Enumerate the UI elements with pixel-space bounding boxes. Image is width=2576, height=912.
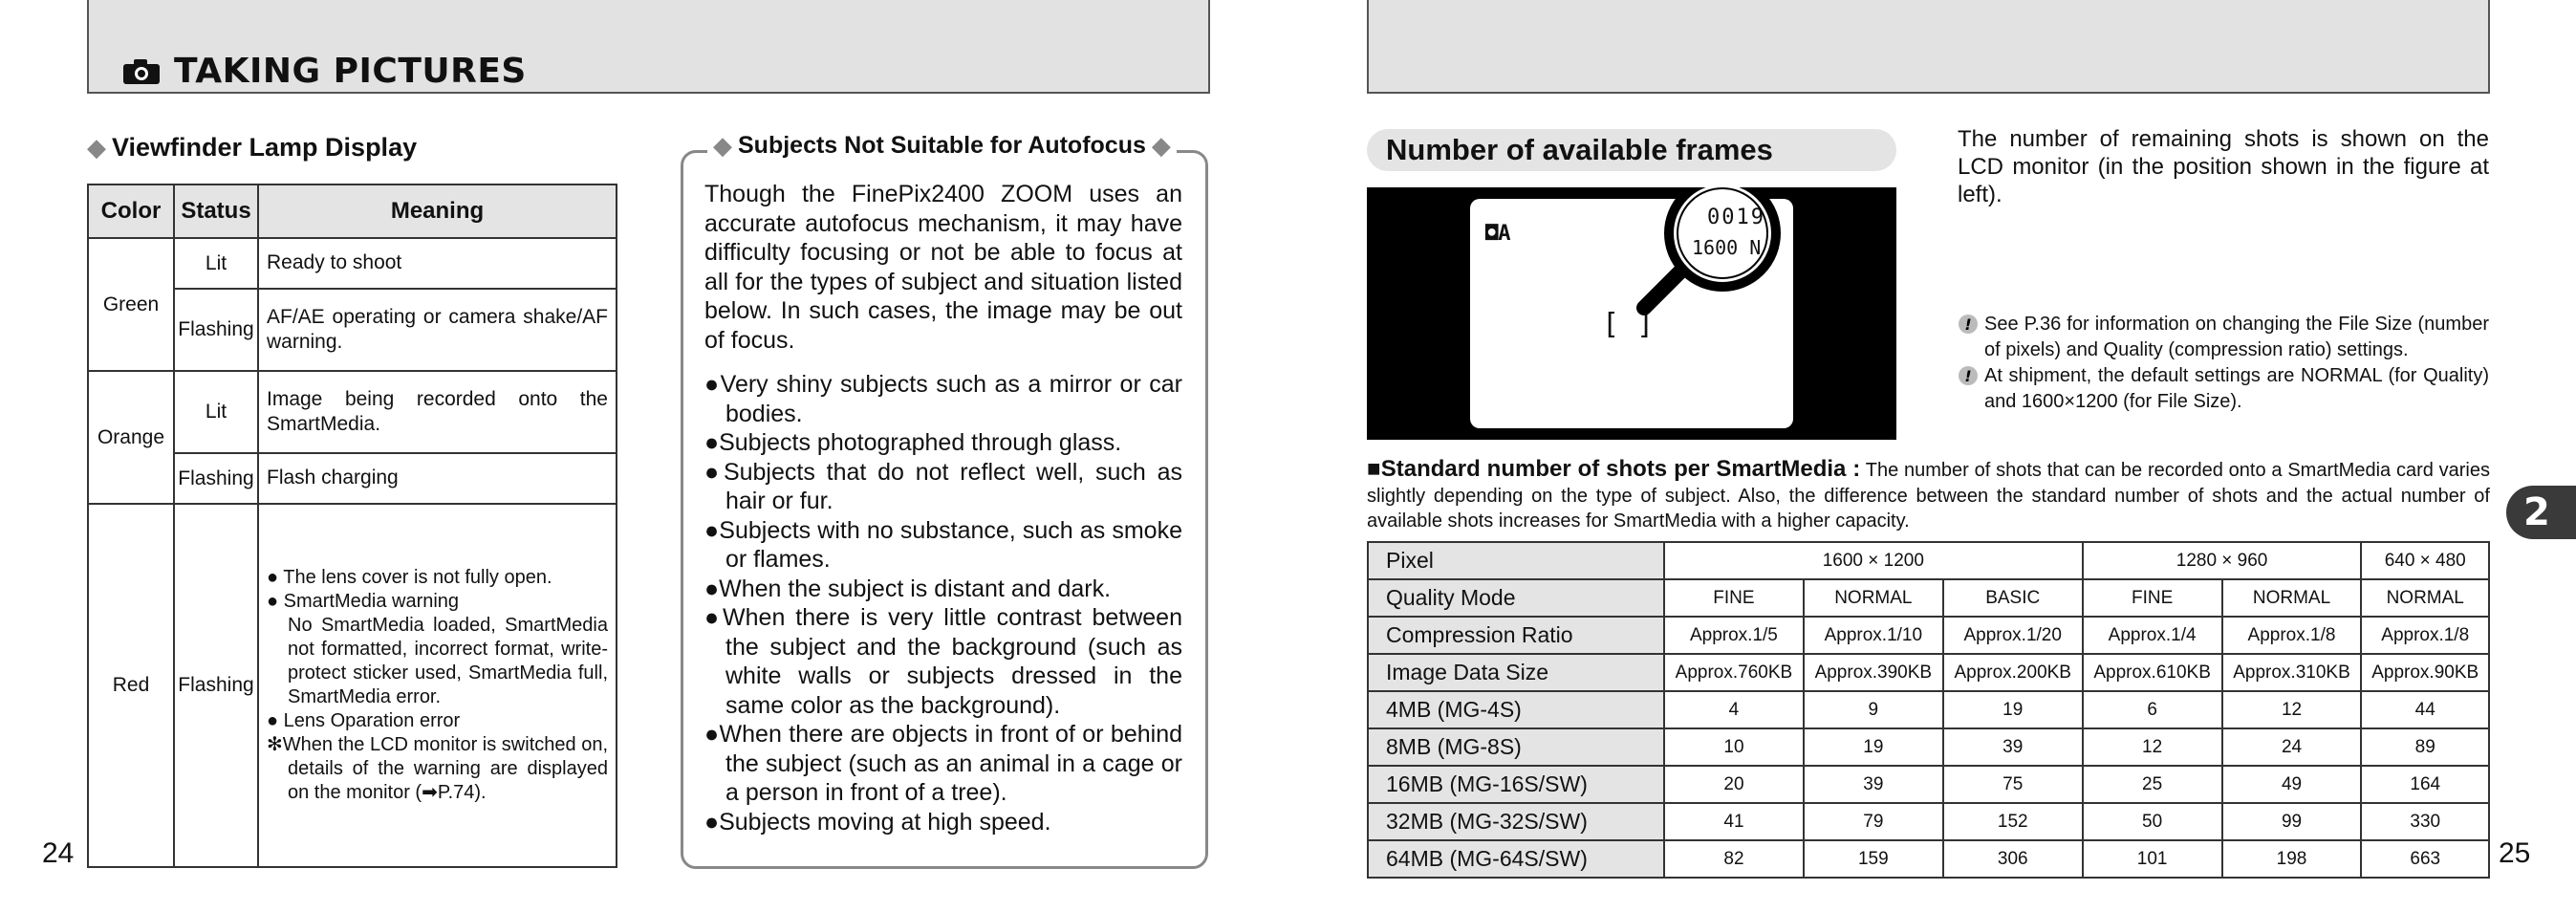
frames-heading: Number of available frames [1367, 129, 1896, 171]
frames-description: The number of remaining shots is shown on the LCD monitor (in the position shown in the figure at left). [1958, 126, 2489, 207]
table-cell: 24 [2222, 728, 2362, 766]
page-number-left: 24 [42, 837, 75, 869]
viewfinder-heading [87, 133, 417, 163]
table-cell: Approx.310KB [2222, 654, 2362, 691]
lamp-table [87, 184, 617, 868]
pixel-group-cell: 1280 × 960 [2083, 542, 2362, 579]
col-header: Color [88, 185, 174, 238]
caution-icon [1958, 365, 1979, 386]
color-cell: Orange [88, 371, 174, 504]
lamp-table-header [88, 185, 617, 238]
standard-shots-paragraph [1367, 454, 2490, 533]
autofocus-heading [707, 131, 1177, 161]
image-size-readout: 1600 N [1692, 236, 1762, 259]
lcd-illustration [1367, 187, 1896, 440]
row-label: 4MB (MG-4S) [1368, 691, 1664, 728]
table-cell: 39 [1943, 728, 2083, 766]
caution-icon [1958, 314, 1979, 335]
table-row [1368, 617, 2489, 654]
list-item: ●When there are objects in front of or behind the subject (such as an animal in a cage or a person in front of a tree). [704, 721, 1182, 806]
table-cell: 9 [1804, 691, 1943, 728]
table-cell: FINE [1664, 579, 1804, 617]
col-header: Meaning [258, 185, 617, 238]
table-row [1368, 654, 2489, 691]
table-cell: Approx.1/8 [2222, 617, 2362, 654]
row-label: 64MB (MG-64S/SW) [1368, 840, 1664, 878]
autofocus-body [704, 180, 1182, 836]
list-item: ●When the subject is distant and dark. [704, 575, 1112, 602]
svg-text:!: ! [1964, 367, 1972, 385]
row-label: 32MB (MG-32S/SW) [1368, 803, 1664, 840]
diamond-icon: ◆ [713, 131, 732, 160]
table-cell: 49 [2222, 766, 2362, 803]
table-row [1368, 542, 2489, 579]
header-band-right [1367, 0, 2490, 94]
row-label: Image Data Size [1368, 654, 1664, 691]
row-label: Quality Mode [1368, 579, 1664, 617]
table-row [88, 504, 617, 867]
meaning-cell: Ready to shoot [258, 238, 617, 289]
pixel-group-cell: 640 × 480 [2361, 542, 2489, 579]
color-cell: Red [88, 504, 174, 867]
diamond-icon: ◆ [1151, 131, 1171, 160]
viewfinder-heading-text: Viewfinder Lamp Display [112, 133, 418, 162]
table-cell: Approx.1/8 [2361, 617, 2489, 654]
focus-brackets: [ ] [1602, 308, 1655, 341]
status-cell: Flashing [174, 504, 258, 867]
table-cell: 159 [1804, 840, 1943, 878]
section-title-text: TAKING PICTURES [174, 52, 527, 91]
table-cell: 12 [2222, 691, 2362, 728]
section-title [122, 52, 527, 91]
pixel-group-cell: 1600 × 1200 [1664, 542, 2083, 579]
list-item: ✻When the LCD monitor is switched on, details of the warning are displayed on the monitor (➡P.74). [267, 734, 608, 803]
table-cell: Approx.390KB [1804, 654, 1943, 691]
table-cell: NORMAL [2222, 579, 2362, 617]
table-cell: 41 [1664, 803, 1804, 840]
standard-shots-heading: ■Standard number of shots per SmartMedia : [1367, 456, 1861, 482]
table-cell: 19 [1943, 691, 2083, 728]
table-cell: NORMAL [1804, 579, 1943, 617]
autofocus-list [704, 370, 1182, 836]
table-cell: Approx.1/10 [1804, 617, 1943, 654]
list-item: ●Subjects that do not reflect well, such as hair or fur. [704, 458, 1182, 514]
list-item: ●Subjects with no substance, such as smoke or flames. [704, 516, 1182, 573]
table-cell: Approx.1/20 [1943, 617, 2083, 654]
autofocus-intro: Though the FinePix2400 ZOOM uses an accurate autofocus mechanism, it may have difficulty focusing or not be able to focus at all for the types of subject and situation listed below. In such cases, the image may be out of focus. [704, 181, 1182, 354]
note-item [1958, 312, 2489, 363]
list-item: ● The lens cover is not fully open. [267, 567, 552, 588]
table-cell: 306 [1943, 840, 2083, 878]
table-cell: Approx.610KB [2083, 654, 2222, 691]
table-row [1368, 728, 2489, 766]
camera-icon: ◘ [1485, 222, 1499, 246]
table-cell: 99 [2222, 803, 2362, 840]
list-item: ● Lens Oparation error [267, 710, 461, 731]
table-row [88, 238, 617, 289]
chapter-tab: 2 [2506, 486, 2576, 539]
note-text: At shipment, the default settings are NORMAL (for Quality) and 1600×1200 (for File Size). [1984, 365, 2489, 412]
table-cell: Approx.760KB [1664, 654, 1804, 691]
table-cell: 19 [1804, 728, 1943, 766]
table-cell: Approx.1/5 [1664, 617, 1804, 654]
meaning-cell [258, 504, 617, 867]
table-row [1368, 840, 2489, 878]
camera-icon [122, 58, 161, 85]
table-cell: 44 [2361, 691, 2489, 728]
table-row [1368, 579, 2489, 617]
diamond-icon: ◆ [87, 133, 106, 162]
meaning-cell: Flash charging [258, 453, 617, 504]
shots-table [1367, 541, 2490, 879]
page-number-right: 25 [2499, 837, 2531, 869]
shot-count-readout: 0019 [1707, 206, 1765, 229]
table-cell: 101 [2083, 840, 2222, 878]
table-cell: 79 [1804, 803, 1943, 840]
table-cell: 663 [2361, 840, 2489, 878]
table-cell: 89 [2361, 728, 2489, 766]
col-header: Status [174, 185, 258, 238]
color-cell: Green [88, 238, 174, 371]
meaning-cell: Image being recorded onto the SmartMedia. [258, 371, 617, 453]
table-cell: BASIC [1943, 579, 2083, 617]
notes [1958, 312, 2489, 415]
table-cell: 164 [2361, 766, 2489, 803]
table-cell: 4 [1664, 691, 1804, 728]
table-cell: 330 [2361, 803, 2489, 840]
table-cell: 75 [1943, 766, 2083, 803]
table-cell: Approx.1/4 [2083, 617, 2222, 654]
table-cell: 39 [1804, 766, 1943, 803]
svg-text:!: ! [1964, 315, 1972, 334]
row-label: Pixel [1368, 542, 1664, 579]
table-cell: Approx.200KB [1943, 654, 2083, 691]
standard-shots-text: The number of shots that can be recorded onto a SmartMedia card varies slightly depending on the type of subject. Also, the difference between the standard number of shots and the actual number of available shots increases for SmartMedia with a higher capacity. [1367, 460, 2491, 532]
lcd-mode-indicator: ◘A [1485, 222, 1511, 246]
table-cell: 12 [2083, 728, 2222, 766]
table-cell: 82 [1664, 840, 1804, 878]
table-row [88, 371, 617, 453]
table-cell: 20 [1664, 766, 1804, 803]
row-label: 8MB (MG-8S) [1368, 728, 1664, 766]
status-cell: Flashing [174, 453, 258, 504]
note-text: See P.36 for information on changing the File Size (number of pixels) and Quality (compression ratio) settings. [1984, 314, 2489, 360]
table-cell: Approx.90KB [2361, 654, 2489, 691]
table-cell: FINE [2083, 579, 2222, 617]
list-item: ●Very shiny subjects such as a mirror or car bodies. [704, 371, 1182, 427]
list-item-detail: No SmartMedia loaded, SmartMedia not formatted, incorrect format, write-protect sticker used, SmartMedia full, SmartMedia error. [288, 615, 608, 707]
table-cell: 10 [1664, 728, 1804, 766]
status-cell: Flashing [174, 289, 258, 371]
table-row [1368, 766, 2489, 803]
list-item: ● SmartMedia warning [267, 591, 460, 612]
status-cell: Lit [174, 371, 258, 453]
row-label: Compression Ratio [1368, 617, 1664, 654]
autofocus-heading-text: Subjects Not Suitable for Autofocus [738, 132, 1146, 159]
table-cell: NORMAL [2361, 579, 2489, 617]
table-row [1368, 803, 2489, 840]
note-item [1958, 363, 2489, 415]
table-cell: 198 [2222, 840, 2362, 878]
table-row [1368, 691, 2489, 728]
list-item: ●Subjects photographed through glass. [704, 429, 1122, 456]
table-cell: 152 [1943, 803, 2083, 840]
list-item: ●Subjects moving at high speed. [704, 808, 1051, 836]
row-label: 16MB (MG-16S/SW) [1368, 766, 1664, 803]
magnifier-icon [1367, 187, 1896, 440]
table-cell: 6 [2083, 691, 2222, 728]
status-cell: Lit [174, 238, 258, 289]
table-cell: 50 [2083, 803, 2222, 840]
meaning-cell: AF/AE operating or camera shake/AF warning. [258, 289, 617, 371]
table-cell: 25 [2083, 766, 2222, 803]
list-item: ●When there is very little contrast between the subject and the background (such as white walls or subjects dressed in the same color as the background). [704, 604, 1182, 719]
